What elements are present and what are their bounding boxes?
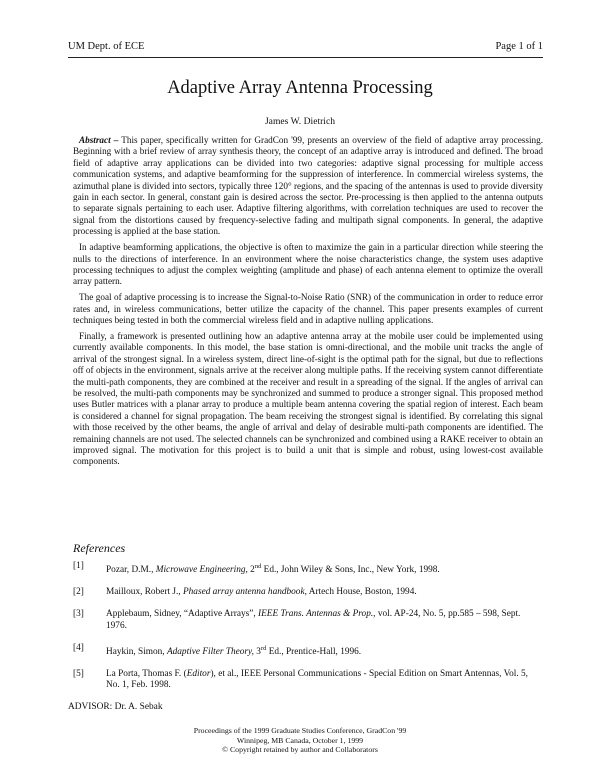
header-page-number: Page 1 of 1: [495, 41, 543, 52]
footer-line: Winnipeg, MB Canada, October 1, 1999: [236, 735, 364, 745]
reference-number: [1]: [73, 561, 84, 571]
footer-line: Proceedings of the 1999 Graduate Studies Conference, GradCon '99: [193, 726, 407, 735]
reference-number: [4]: [73, 642, 84, 653]
reference-item: [73, 609, 543, 632]
reference-text: Applebaum, Sidney, “Adaptive Arrays”, IEEE Trans. Antennas & Prop., vol. AP-24, No. 5, pp.585 – 598, Sept. 1976.: [106, 609, 521, 631]
paper-author: James W. Dietrich: [264, 116, 336, 127]
reference-number: [2]: [73, 587, 84, 598]
reference-item: [73, 587, 543, 599]
reference-text: Mailloux, Robert J., Phased array antenna handbook, Artech House, Boston, 1994.: [106, 587, 417, 598]
reference-number: [3]: [73, 609, 84, 620]
paper-title: Adaptive Array Antenna Processing: [167, 78, 433, 98]
reference-number: [5]: [73, 668, 84, 679]
body-paragraph: In adaptive beamforming applications, the objective is often to maximize the gain in a particular direction while steering the nulls to the directions of interference. In an environment where the noise characteristics change, the system uses adaptive processing techniques to adjust the complex weighting (amplitude and phase) of each antenna element to optimize the overall array pattern.: [73, 242, 543, 287]
paragraph-text: This paper, specifically written for GradCon '99, presents an overview of the field of adaptive array processing. Beginning with a brief review of array synthesis theory, the concept of an adaptive array is introduced and defined. The broad field of adaptive array applications can be divided into two categories: adaptive signal processing for multiple access communication systems, and adaptive beamforming for the suppression of interference. In commercial wireless systems, the azimuthal plane is divided into sectors, typically three 120° regions, and the spacing of the antennas is used to provide diversity gain in each sector. In general, constant gain is desired across the sector. Pre-processing is then applied to the antenna outputs to separate signals pertaining to each user. Adaptive filtering algorithms, with correlation techniques are used to recover the signal from the distortions caused by frequency-selective fading and multipath signal components. In general, the adaptive processing is applied at the base station.: [73, 135, 543, 237]
abstract-paragraph: [73, 135, 543, 238]
reference-text: Haykin, Simon, Adaptive Filter Theory, 3rd Ed., Prentice-Hall, 1996.: [106, 644, 362, 657]
footer-line: © Copyright retained by author and Collaborators: [222, 745, 378, 755]
advisor-line: ADVISOR: Dr. A. Sebak: [68, 702, 163, 712]
reference-item: [73, 561, 543, 577]
page-header: [68, 41, 543, 58]
references-list: [73, 561, 543, 702]
references-heading: References: [73, 541, 126, 555]
reference-item: [73, 643, 543, 659]
header-department: UM Dept. of ECE: [68, 41, 145, 52]
reference-item: [73, 669, 543, 692]
body-paragraph: Finally, a framework is presented outlining how an adaptive antenna array at the mobile user could be implemented using currently available components. In this model, the base station is omni-directional, and the mobile unit tracks the angle of arrival of the strongest signal. In a wireless system, direct line-of-sight is the optimal path for the signal, but due to reflections off of objects in the environment, signals arrive at the receiver along multiple paths. If the receiving system cannot differentiate the multi-path components, they are combined at the receiver and result in a spreading of the signal. If the angles of arrival can be resolved, the multi-path components may be synchronized and summed to produce a stronger signal. This proposed method uses Butler matrices with a planar array to produce a multiple beam antenna covering the spatial region of interest. Each beam is considered a channel for signal propagation. The beam receiving the strongest signal is identified. By correlating this signal with those received by the other beams, the angle of arrival and delay of desirable multi-path components are identified. The remaining channels are not used. The selected channels can be synchronized and combined using a RAKE receiver to obtain an improved signal. The motivation for this project is to build a unit that is simple and robust, using lowest-cost available components.: [73, 331, 543, 467]
reference-text: La Porta, Thomas F. (Editor), et al., IEEE Personal Communications - Special Edition on Smart Antennas, Vol. 5, No. 1, Feb. 1998.: [106, 668, 528, 691]
body-paragraph: The goal of adaptive processing is to increase the Signal-to-Noise Ratio (SNR) of the communication in order to reduce error rates and, in wireless communications, better utilize the capacity of the channel. This paper presents examples of current techniques being tested in both the commercial wireless field and in adaptive nulling applications.: [73, 292, 543, 326]
abstract-label: Abstract –: [79, 135, 119, 145]
paper-body: [73, 135, 543, 472]
reference-text: Pozar, D.M., Microwave Engineering, 2nd Ed., John Wiley & Sons, Inc., New York, 1998.: [106, 563, 440, 576]
page-footer: [0, 726, 600, 755]
